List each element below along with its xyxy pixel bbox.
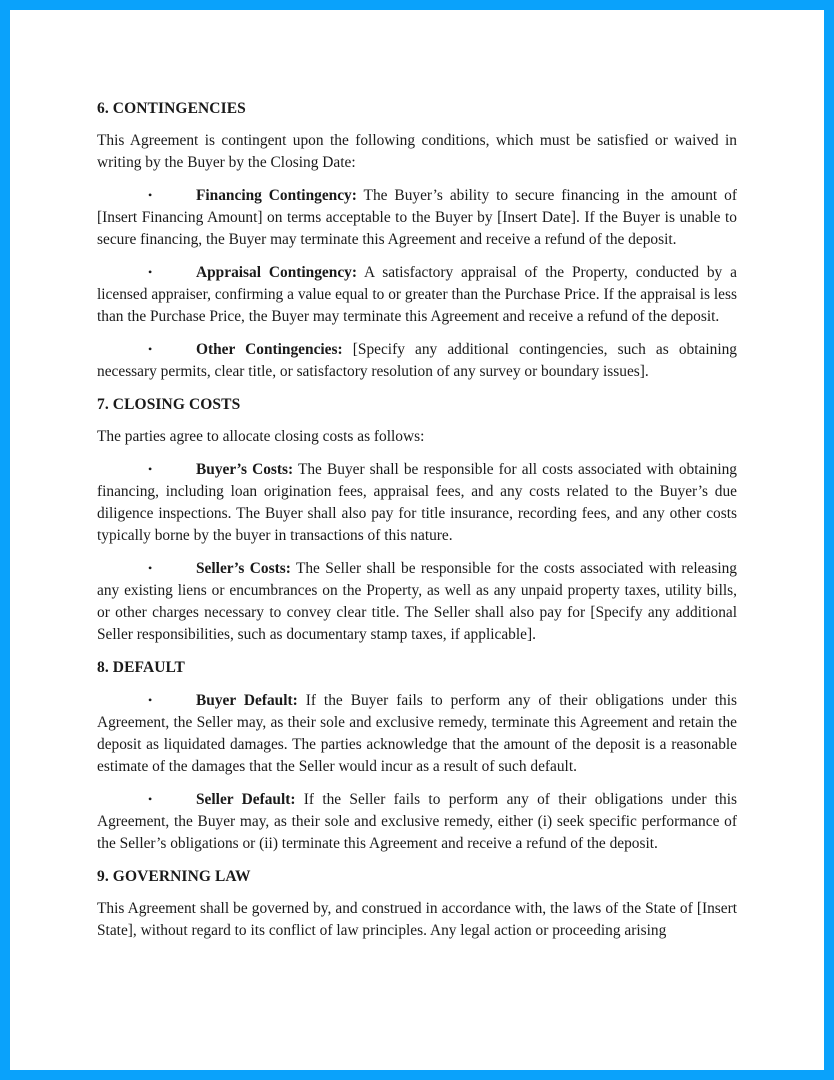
bullet-text: If the Buyer fails to perform any of their obligations under this Agreement, the Seller may, as their sole and exclusive remedy, terminate this Agreement and retain the deposit as liquidated damages. The parties acknowledge that the amount of the deposit is a reasonable estimate of the damages that the Seller would incur as a result of such default. xyxy=(97,692,737,775)
spacer xyxy=(97,415,737,426)
bullet-dot-icon: • xyxy=(148,265,153,279)
bullet-dot-icon: • xyxy=(148,342,153,356)
bullet-item-buyer-default xyxy=(97,689,737,778)
bullet-marker xyxy=(97,261,196,284)
bullet-label: Financing Contingency: xyxy=(196,187,357,204)
bullet-marker xyxy=(97,338,196,361)
section-intro-closing-costs: The parties agree to allocate closing costs as follows: xyxy=(97,428,425,445)
bullet-item-buyers-costs xyxy=(97,458,737,547)
spacer xyxy=(97,119,737,130)
bullet-text: If the Seller fails to perform any of their obligations under this Agreement, the Buyer may, as their sole and exclusive remedy, either (i) seek specific performance of the Seller’s obligations or (ii) terminate this Agreement and receive a refund of the deposit. xyxy=(97,791,737,852)
bullet-item-other-contingencies xyxy=(97,338,737,383)
bullet-text: [Specify any additional contingencies, such as obtaining necessary permits, clear title, or satisfactory resolution of any survey or boundary issues]. xyxy=(97,341,738,380)
bullet-label: Buyer Default: xyxy=(196,692,298,709)
bullet-dot-icon: • xyxy=(148,462,153,476)
bullet-marker xyxy=(97,184,196,207)
bullet-label: Seller’s Costs: xyxy=(196,560,291,577)
bullet-marker xyxy=(97,458,196,481)
section-heading-closing-costs: 7. CLOSING COSTS xyxy=(97,396,241,413)
bullet-text: A satisfactory appraisal of the Property, conducted by a licensed appraiser, confirming a value equal to or greater than the Purchase Price. If the appraisal is less than the Purchase Price, the Buyer may terminate this Agreement and receive a refund of the deposit. xyxy=(97,264,737,325)
bullet-text: The Buyer shall be responsible for all costs associated with obtaining financing, including loan origination fees, appraisal fees, and any costs related to the Buyer’s due diligence inspections. The Buyer shall also pay for title insurance, recording fees, and any other costs typically borne by the buyer in transactions of this nature. xyxy=(97,461,737,544)
spacer xyxy=(97,328,737,338)
bullet-label: Buyer’s Costs: xyxy=(196,461,294,478)
document-text-column xyxy=(97,98,737,942)
bullet-marker xyxy=(97,689,196,712)
bullet-item-financing-contingency xyxy=(97,184,737,251)
section-heading-governing-law: 9. GOVERNING LAW xyxy=(97,868,251,885)
bullet-dot-icon: • xyxy=(148,188,153,202)
bullet-dot-icon: • xyxy=(148,693,153,707)
bullet-dot-icon: • xyxy=(148,561,153,575)
section-heading-default: 8. DEFAULT xyxy=(97,659,185,676)
bullet-text: The Seller shall be responsible for the costs associated with releasing any existing liens or encumbrances on the Property, as well as any unpaid property taxes, utility bills, or other charges necessary to convey clear title. The Seller shall also pay for [Specify any additional Seller responsibilities, such as documentary stamp taxes, if applicable]. xyxy=(97,560,737,643)
bullet-item-seller-default xyxy=(97,788,737,855)
bullet-dot-icon: • xyxy=(148,792,153,806)
spacer xyxy=(97,383,737,394)
section-intro-governing-law: This Agreement shall be governed by, and construed in accordance with, the laws of the State of [Insert State], without regard to its conflict of law principles. Any legal action or proceeding arising xyxy=(97,900,737,939)
bullet-item-sellers-costs xyxy=(97,557,737,646)
document-sheet xyxy=(10,10,824,1070)
spacer xyxy=(97,855,737,866)
bullet-marker xyxy=(97,557,196,580)
bullet-item-appraisal-contingency xyxy=(97,261,737,328)
bullet-text: The Buyer’s ability to secure financing in the amount of [Insert Financing Amount] on terms acceptable to the Buyer by [Insert Date]. If the Buyer is unable to secure financing, the Buyer may terminate this Agreement and receive a refund of the deposit. xyxy=(97,187,737,248)
spacer xyxy=(97,448,737,458)
bullet-marker xyxy=(97,788,196,811)
spacer xyxy=(97,174,737,184)
spacer xyxy=(97,251,737,261)
section-intro-contingencies: This Agreement is contingent upon the following conditions, which must be satisfied or waived in writing by the Buyer by the Closing Date: xyxy=(97,132,737,171)
spacer xyxy=(97,646,737,657)
spacer xyxy=(97,678,737,689)
spacer xyxy=(97,778,737,788)
section-heading-contingencies: 6. CONTINGENCIES xyxy=(97,100,246,117)
spacer xyxy=(97,887,737,898)
bullet-label: Appraisal Contingency: xyxy=(196,264,357,281)
bullet-label: Other Contingencies: xyxy=(196,341,343,358)
spacer xyxy=(97,547,737,557)
bullet-label: Seller Default: xyxy=(196,791,296,808)
